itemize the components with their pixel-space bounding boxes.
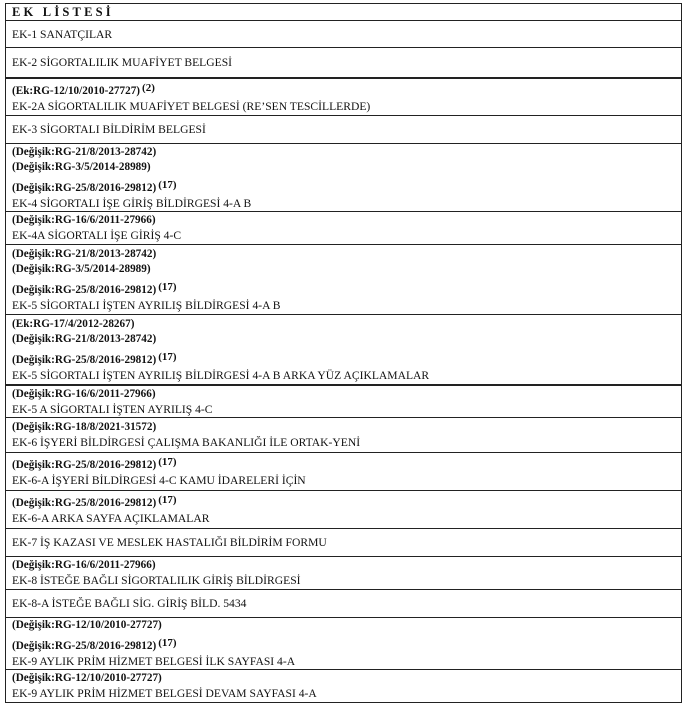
amendment-text: (Değişik:RG-25/8/2016-29812) <box>12 353 157 366</box>
footnote-ref: (17) <box>158 350 177 363</box>
footnote-ref: (17) <box>158 494 177 506</box>
amendment-note <box>12 247 675 262</box>
amendment-text: (Değişik:RG-21/8/2013-28742) <box>12 247 157 260</box>
amendment-text: (Değişik:RG-12/10/2010-27727) <box>12 672 162 684</box>
header-title: EK LİSTESİ <box>12 4 114 19</box>
annex-title: EK-3 SİGORTALI BİLDİRİM BELGESİ <box>12 123 206 136</box>
table-row <box>5 417 682 452</box>
amendment-text: (Ek:RG-12/10/2010-27727) <box>12 84 141 97</box>
annex-list-table <box>5 3 682 703</box>
footnote-ref: (17) <box>158 280 177 293</box>
annex-title: EK-1 SANATÇILAR <box>12 27 113 41</box>
table-row <box>5 617 682 669</box>
annex-title: EK-5 SİGORTALI İŞTEN AYRILIŞ BİLDİRGESİ 4-A B ARKA YÜZ AÇIKLAMALAR <box>12 368 430 382</box>
footnote-ref: (17) <box>158 456 177 468</box>
annex-title: EK-5 A SİGORTALI İŞTEN AYRILIŞ 4-C <box>12 402 213 416</box>
table-row <box>5 20 682 47</box>
table-row <box>5 314 682 384</box>
amendment-note <box>12 558 675 573</box>
amendment-text: (Değişik:RG-12/10/2010-27727) <box>12 619 162 631</box>
amendment-text: (Değişik:RG-25/8/2016-29812) <box>12 640 157 652</box>
table-row <box>5 589 682 617</box>
annex-title: EK-6-A İŞYERİ BİLDİRGESİ 4-C KAMU İDARELERİ İÇİN <box>12 474 306 487</box>
annex-title: EK-2A SİGORTALILIK MUAFİYET BELGESİ (RE’SEN TESCİLLERDE) <box>12 99 371 113</box>
amendment-text: (Değişik:RG-16/6/2011-27966) <box>12 387 156 400</box>
table-row <box>5 77 682 115</box>
amendment-text: (Değişik:RG-3/5/2014-28989) <box>12 262 151 275</box>
annex-title: EK-9 AYLIK PRİM HİZMET BELGESİ DEVAM SAYFASI 4-A <box>12 687 317 700</box>
amendment-note <box>12 420 675 435</box>
amendment-note <box>12 493 675 511</box>
amendment-note <box>12 178 675 196</box>
amendment-note <box>12 317 675 332</box>
annex-title: EK-8 İSTEĞE BAĞLI SİGORTALILIK GİRİŞ BİLDİRGESİ <box>12 574 301 587</box>
annex-title: EK-2 SİGORTALILIK MUAFİYET BELGESİ <box>12 56 233 69</box>
table-row <box>5 47 682 77</box>
table-row <box>5 143 682 211</box>
annex-title: EK-4 SİGORTALI İŞE GİRİŞ BİLDİRGESİ 4-A B <box>12 196 252 210</box>
annex-title: EK-5 SİGORTALI İŞTEN AYRILIŞ BİLDİRGESİ 4-A B <box>12 298 281 312</box>
amendment-note <box>12 81 675 99</box>
amendment-text: (Değişik:RG-18/8/2021-31572) <box>12 421 157 433</box>
amendment-text: (Değişik:RG-21/8/2013-28742) <box>12 332 157 345</box>
annex-title: EK-4A SİGORTALI İŞE GİRİŞ 4-C <box>12 229 182 242</box>
amendment-note <box>12 387 675 402</box>
amendment-note <box>12 636 675 654</box>
amendment-note <box>12 145 675 160</box>
table-body <box>5 20 682 703</box>
footnote-ref: (2) <box>142 81 155 94</box>
footnote-ref: (17) <box>158 637 177 649</box>
amendment-text: (Değişik:RG-16/6/2011-27966) <box>12 214 156 226</box>
amendment-note <box>12 262 675 277</box>
annex-title: EK-8-A İSTEĞE BAĞLI SİG. GİRİŞ BİLD. 5434 <box>12 597 247 610</box>
table-row <box>5 384 682 417</box>
table-header <box>5 3 682 20</box>
table-row <box>5 115 682 143</box>
amendment-text: (Değişik:RG-3/5/2014-28989) <box>12 160 151 173</box>
amendment-text: (Değişik:RG-21/8/2013-28742) <box>12 145 157 158</box>
annex-title: EK-9 AYLIK PRİM HİZMET BELGESİ İLK SAYFASI 4-A <box>12 655 296 668</box>
table-row <box>5 528 682 556</box>
amendment-text: (Değişik:RG-25/8/2016-29812) <box>12 497 157 509</box>
amendment-note <box>12 332 675 347</box>
amendment-note <box>12 350 675 368</box>
amendment-text: (Değişik:RG-16/6/2011-27966) <box>12 559 156 571</box>
amendment-text: (Değişik:RG-25/8/2016-29812) <box>12 283 157 296</box>
amendment-note <box>12 280 675 298</box>
annex-title: EK-6-A ARKA SAYFA AÇIKLAMALAR <box>12 512 210 525</box>
footnote-ref: (17) <box>158 178 177 191</box>
table-row <box>5 244 682 314</box>
table-row <box>5 211 682 244</box>
amendment-text: (Değişik:RG-25/8/2016-29812) <box>12 181 157 194</box>
amendment-note <box>12 455 675 473</box>
table-row <box>5 556 682 589</box>
annex-title: EK-7 İŞ KAZASI VE MESLEK HASTALIĞI BİLDİRİM FORMU <box>12 536 327 549</box>
amendment-text: (Ek:RG-17/4/2012-28267) <box>12 317 135 330</box>
table-row <box>5 490 682 528</box>
amendment-note <box>12 671 675 686</box>
table-row <box>5 452 682 490</box>
amendment-text: (Değişik:RG-25/8/2016-29812) <box>12 459 157 471</box>
amendment-note <box>12 618 675 633</box>
amendment-note <box>12 160 675 175</box>
amendment-note <box>12 213 675 228</box>
annex-title: EK-6 İŞYERİ BİLDİRGESİ ÇALIŞMA BAKANLIĞI İLE ORTAK-YENİ <box>12 436 361 449</box>
table-row <box>5 669 682 703</box>
